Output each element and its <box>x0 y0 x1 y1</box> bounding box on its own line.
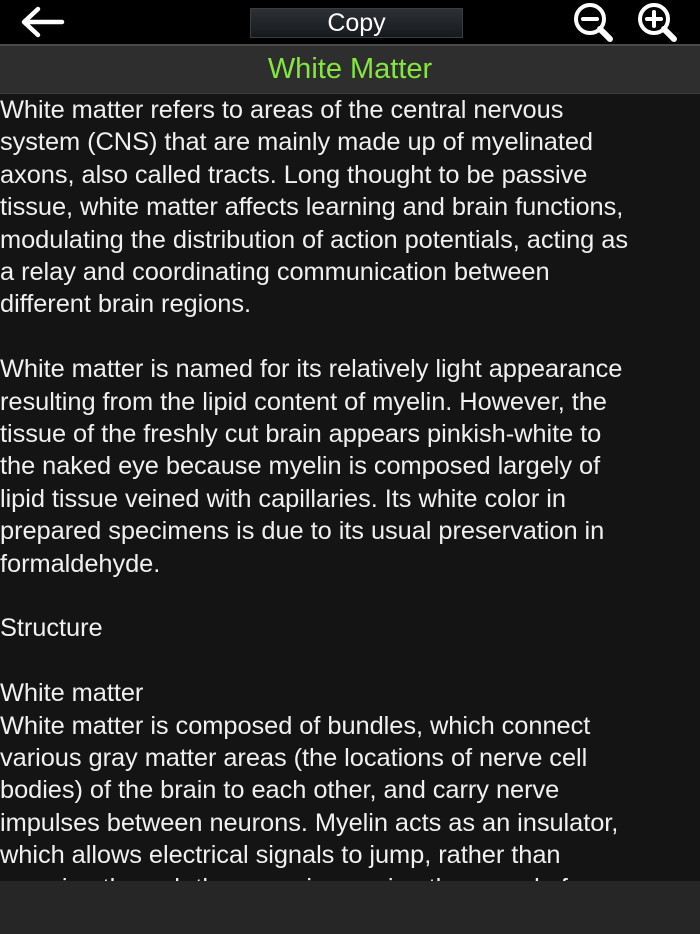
zoom-in-button[interactable] <box>636 1 678 43</box>
zoom-in-icon <box>636 1 678 43</box>
zoom-out-button[interactable] <box>572 1 614 43</box>
section-heading-structure: Structure <box>0 614 103 643</box>
back-button[interactable] <box>18 4 68 40</box>
paragraph-gap <box>0 580 700 612</box>
paragraph-gap <box>0 321 700 353</box>
paragraph-gap <box>0 645 700 677</box>
copy-button[interactable]: Copy <box>250 8 463 38</box>
paragraph-appearance: White matter is named for its relatively light appearance resulting from the lipid content of myelin. However, the tissue of the freshly cut brain appears pinkish-white to the naked eye because myelin is composed largely of lipid tissue veined with capillaries. Its white color in prepared specimens is due to its usual preservation in formaldehyde. <box>0 355 623 578</box>
paragraph-structure: White matter White matter is composed of bundles, which connect various gray matter areas (the locations of nerve cell bodies) of the brain to each other, and carry nerve impulses between neurons. Myelin acts as an insulator, which allows electrical signals to jump, rather than <box>0 679 619 870</box>
paragraph-intro: White matter refers to areas of the central nervous system (CNS) that are mainly made up of myelinated axons, also called tracts. Long thought to be passive tissue, white matter affects learning and brain functions, modulating the distribution of action potentials, acting as a relay and coordinating communication between different brain regions. <box>0 96 628 319</box>
bottom-bar <box>0 881 700 934</box>
article-body[interactable] <box>0 94 700 881</box>
zoom-out-icon <box>572 1 614 43</box>
toolbar <box>0 0 700 44</box>
article-title: White Matter <box>0 44 700 94</box>
left-arrow-icon <box>18 4 68 40</box>
